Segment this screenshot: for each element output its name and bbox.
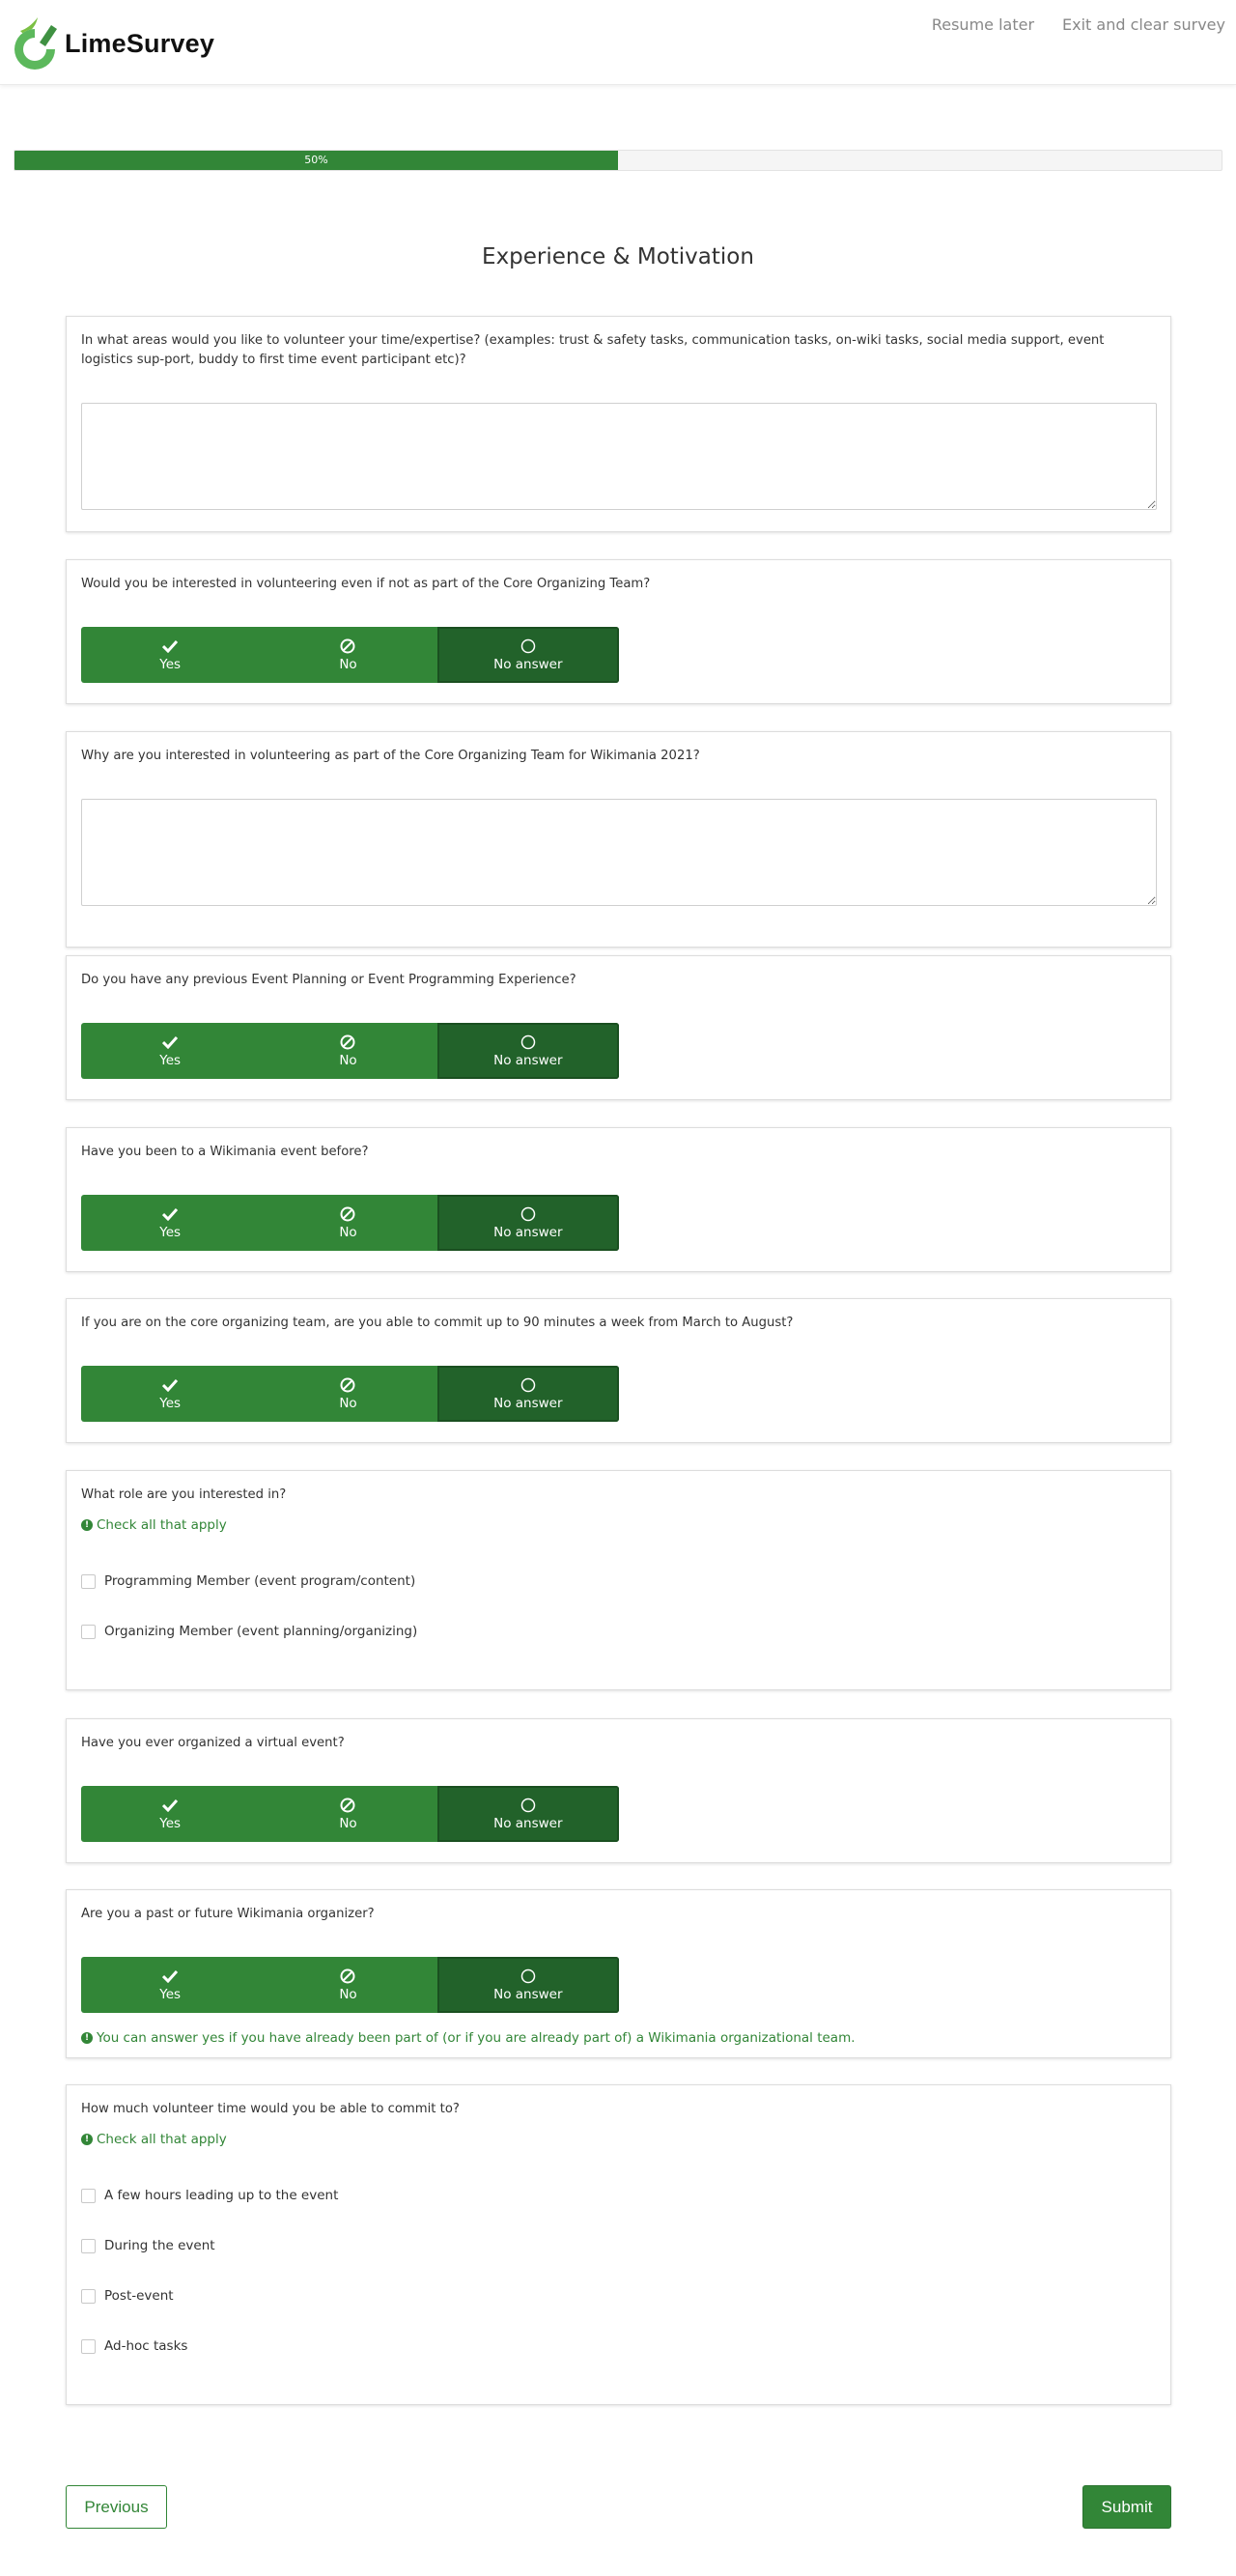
exit-clear-survey-link[interactable]: Exit and clear survey bbox=[1062, 15, 1225, 34]
question-text: Have you ever organized a virtual event? bbox=[81, 1736, 345, 1750]
ban-icon bbox=[340, 1967, 355, 1984]
question-event-experience bbox=[66, 955, 1171, 1100]
checkbox[interactable] bbox=[81, 1574, 96, 1589]
option-label: Yes bbox=[159, 1816, 182, 1831]
option-label: No answer bbox=[493, 657, 563, 672]
circle-icon bbox=[520, 1376, 536, 1393]
yes-option-button[interactable] bbox=[81, 627, 259, 683]
option-label: No answer bbox=[493, 1816, 563, 1831]
option-label: No answer bbox=[493, 1396, 563, 1411]
circle-icon bbox=[520, 1967, 536, 1984]
option-label: No bbox=[339, 1816, 357, 1831]
yes-no-button-group bbox=[81, 627, 619, 683]
ban-icon bbox=[340, 1376, 355, 1393]
question-wikimania-organizer bbox=[66, 1889, 1171, 2058]
option-label: Yes bbox=[159, 1987, 182, 2002]
question-text: Do you have any previous Event Planning or Event Programming Experience? bbox=[81, 973, 576, 987]
checkbox-label: During the event bbox=[104, 2238, 215, 2253]
group-title: Experience & Motivation bbox=[482, 244, 754, 269]
check-icon bbox=[162, 1967, 178, 1984]
progress-bar bbox=[14, 150, 1222, 171]
yes-no-button-group bbox=[81, 1366, 619, 1422]
exclamation-circle-icon: ! bbox=[81, 2032, 93, 2044]
question-text: In what areas would you like to volunteer your time/expertise? (examples: trust & safety tasks, communication tasks, on-wiki tasks, social media support, event logistics sup-port, buddy to first time event participant etc)? bbox=[81, 333, 1105, 367]
top-navbar bbox=[0, 0, 1236, 85]
option-label: No answer bbox=[493, 1053, 563, 1068]
checkbox-hours-leading-up[interactable] bbox=[81, 2188, 338, 2203]
circle-icon bbox=[520, 1797, 536, 1813]
question-text: Why are you interested in volunteering as part of the Core Organizing Team for Wikimania 2021? bbox=[81, 749, 700, 763]
checkbox[interactable] bbox=[81, 2239, 96, 2253]
question-why-interested bbox=[66, 731, 1171, 948]
option-label: No bbox=[339, 1053, 357, 1068]
limesurvey-logo-icon bbox=[13, 15, 63, 71]
resume-later-link[interactable]: Resume later bbox=[931, 15, 1035, 34]
no-option-button[interactable] bbox=[259, 627, 436, 683]
checkbox-label: A few hours leading up to the event bbox=[104, 2188, 339, 2203]
yes-option-button[interactable] bbox=[81, 1957, 259, 2013]
yes-no-button-group bbox=[81, 1957, 619, 2013]
check-icon bbox=[162, 1205, 178, 1222]
no-answer-option-button[interactable] bbox=[437, 1195, 619, 1251]
checkbox-organizing-member[interactable] bbox=[81, 1624, 417, 1639]
option-label: No bbox=[339, 1225, 357, 1240]
circle-icon bbox=[520, 1205, 536, 1222]
checkbox-ad-hoc[interactable] bbox=[81, 2338, 187, 2354]
ban-icon bbox=[340, 1033, 355, 1050]
question-time-commitment-90min bbox=[66, 1298, 1171, 1443]
no-option-button[interactable] bbox=[259, 1957, 436, 2013]
volunteer-areas-textarea[interactable] bbox=[81, 403, 1157, 510]
option-label: No answer bbox=[493, 1987, 563, 2002]
checkbox-label: Ad-hoc tasks bbox=[104, 2338, 188, 2354]
question-volunteer-areas bbox=[66, 316, 1171, 532]
option-label: Yes bbox=[159, 1396, 182, 1411]
progress-fill: 50% bbox=[14, 151, 618, 170]
no-option-button[interactable] bbox=[259, 1023, 436, 1079]
question-been-to-wikimania bbox=[66, 1127, 1171, 1272]
no-answer-option-button[interactable] bbox=[437, 1023, 619, 1079]
check-icon bbox=[162, 1033, 178, 1050]
checkbox-label: Programming Member (event program/content) bbox=[104, 1573, 416, 1589]
question-organized-virtual-event bbox=[66, 1718, 1171, 1863]
nav-links bbox=[904, 15, 1225, 34]
check-icon bbox=[162, 1376, 178, 1393]
yes-option-button[interactable] bbox=[81, 1366, 259, 1422]
option-label: No answer bbox=[493, 1225, 563, 1240]
yes-option-button[interactable] bbox=[81, 1786, 259, 1842]
checkbox-programming-member[interactable] bbox=[81, 1573, 415, 1589]
option-label: Yes bbox=[159, 657, 182, 672]
submit-button[interactable]: Submit bbox=[1082, 2485, 1171, 2529]
question-text: Are you a past or future Wikimania organizer? bbox=[81, 1907, 375, 1921]
yes-option-button[interactable] bbox=[81, 1023, 259, 1079]
checkbox[interactable] bbox=[81, 2339, 96, 2354]
question-role-interest bbox=[66, 1470, 1171, 1690]
yes-no-button-group bbox=[81, 1786, 619, 1842]
no-answer-option-button[interactable] bbox=[437, 1366, 619, 1422]
checkbox[interactable] bbox=[81, 2189, 96, 2203]
previous-button[interactable]: Previous bbox=[66, 2485, 167, 2529]
brand-name: LimeSurvey bbox=[65, 28, 215, 58]
exclamation-circle-icon: ! bbox=[81, 1519, 93, 1531]
question-tip bbox=[81, 2132, 227, 2147]
ban-icon bbox=[340, 1205, 355, 1222]
question-text: Have you been to a Wikimania event before? bbox=[81, 1145, 369, 1159]
brand-logo[interactable] bbox=[13, 15, 214, 71]
no-option-button[interactable] bbox=[259, 1195, 436, 1251]
question-text: What role are you interested in? bbox=[81, 1487, 287, 1502]
checkbox[interactable] bbox=[81, 1625, 96, 1639]
no-answer-option-button[interactable] bbox=[437, 1786, 619, 1842]
no-answer-option-button[interactable] bbox=[437, 627, 619, 683]
question-volunteer-time bbox=[66, 2084, 1171, 2405]
checkbox-label: Post-event bbox=[104, 2288, 174, 2304]
option-label: Yes bbox=[159, 1225, 182, 1240]
question-text: If you are on the core organizing team, are you able to commit up to 90 minutes a week from March to August? bbox=[81, 1316, 794, 1330]
checkbox-during-event[interactable] bbox=[81, 2238, 215, 2253]
yes-no-button-group bbox=[81, 1195, 619, 1251]
checkbox-post-event[interactable] bbox=[81, 2288, 174, 2304]
circle-icon bbox=[520, 637, 536, 654]
option-label: No bbox=[339, 1396, 357, 1411]
option-label: No bbox=[339, 657, 357, 672]
question-tip bbox=[81, 2030, 856, 2046]
tip-text: Check all that apply bbox=[97, 2132, 227, 2147]
option-label: No bbox=[339, 1987, 357, 2002]
question-text: Would you be interested in volunteering even if not as part of the Core Organizing Team? bbox=[81, 577, 651, 591]
checkbox-label: Organizing Member (event planning/organizing) bbox=[104, 1624, 418, 1639]
exclamation-circle-icon: ! bbox=[81, 2134, 93, 2145]
ban-icon bbox=[340, 637, 355, 654]
question-interested-non-core bbox=[66, 559, 1171, 704]
option-label: Yes bbox=[159, 1053, 182, 1068]
check-icon bbox=[162, 1797, 178, 1813]
yes-option-button[interactable] bbox=[81, 1195, 259, 1251]
question-tip bbox=[81, 1517, 227, 1533]
tip-text: You can answer yes if you have already been part of (or if you are already part of) a Wikimania organizational team. bbox=[97, 2030, 856, 2046]
why-interested-textarea[interactable] bbox=[81, 799, 1157, 906]
circle-icon bbox=[520, 1033, 536, 1050]
ban-icon bbox=[340, 1797, 355, 1813]
no-option-button[interactable] bbox=[259, 1366, 436, 1422]
yes-no-button-group bbox=[81, 1023, 619, 1079]
no-answer-option-button[interactable] bbox=[437, 1957, 619, 2013]
checkbox[interactable] bbox=[81, 2289, 96, 2304]
question-text: How much volunteer time would you be able to commit to? bbox=[81, 2102, 460, 2116]
no-option-button[interactable] bbox=[259, 1786, 436, 1842]
check-icon bbox=[162, 637, 178, 654]
tip-text: Check all that apply bbox=[97, 1517, 227, 1533]
